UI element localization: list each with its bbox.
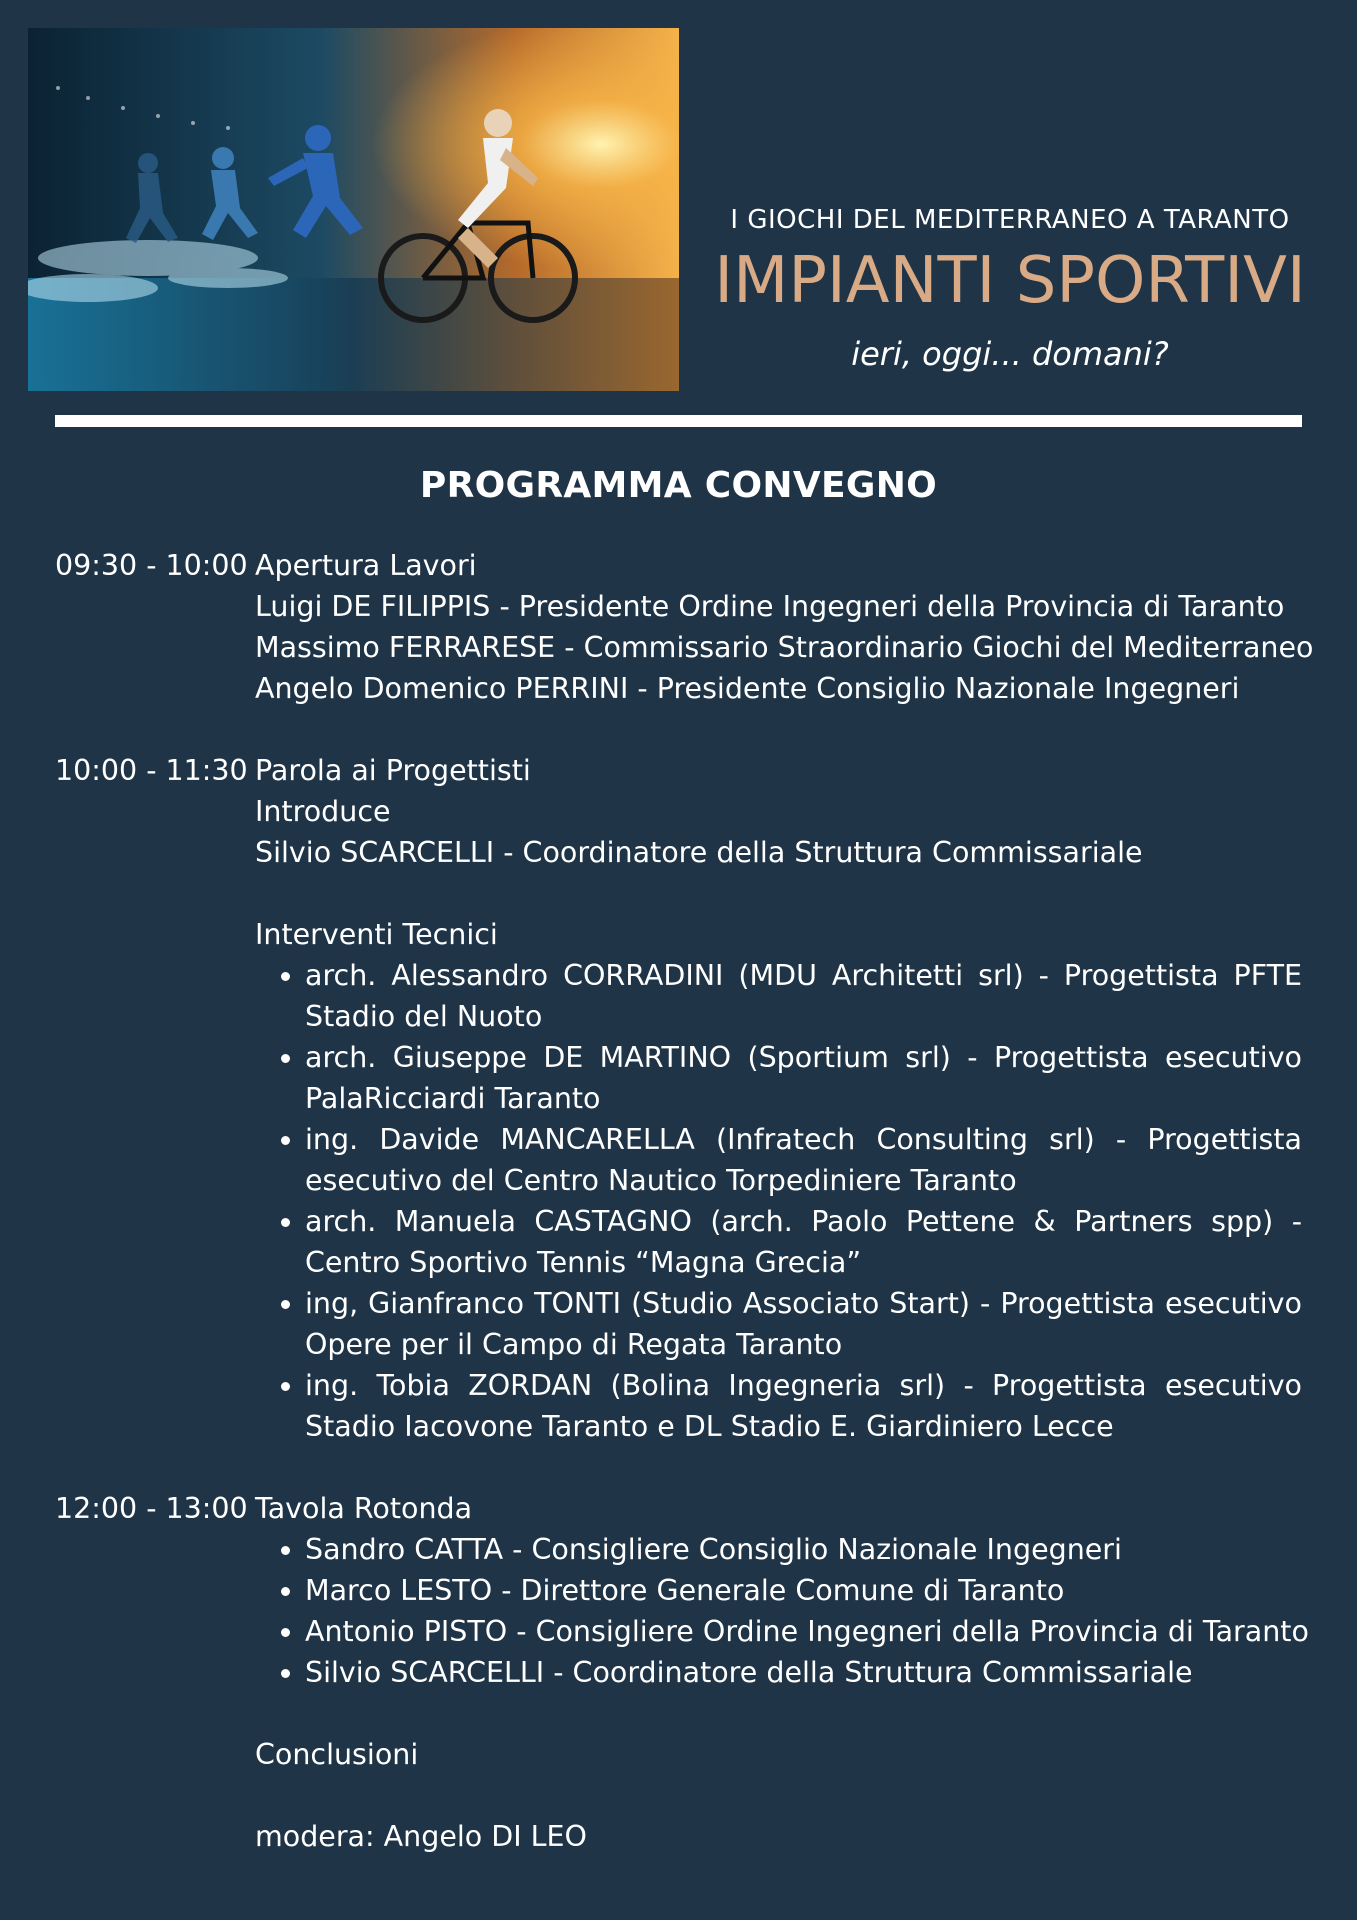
session-designers <box>55 750 1302 1447</box>
triathlon-illustration <box>28 28 679 391</box>
session-title: Apertura Lavori <box>255 549 477 582</box>
session-title: Parola ai Progettisti <box>255 754 531 787</box>
list-item: • Marco LESTO - Direttore Generale Comune di Taranto <box>305 1570 1309 1611</box>
page-title: IMPIANTI SPORTIVI <box>714 244 1306 318</box>
hero-image <box>28 28 679 391</box>
session-time: 09:30 - 10:00 <box>55 549 248 582</box>
session-content <box>255 545 1313 709</box>
speaker-line: Luigi DE FILIPPIS - Presidente Ordine Ingegneri della Provincia di Taranto <box>255 590 1285 623</box>
session-time: 10:00 - 11:30 <box>55 754 248 787</box>
technical-heading: Interventi Tecnici <box>255 918 498 951</box>
event-kicker: I GIOCHI DEL MEDITERRANEO A TARANTO <box>730 205 1290 235</box>
list-item: • arch. Alessandro CORRADINI (MDU Architetti srl) - Progettista PFTE Stadio del Nuoto <box>305 955 1302 1037</box>
speaker-line: Silvio SCARCELLI - Coordinatore della Struttura Commissariale <box>255 836 1143 869</box>
list-item: • ing. Tobia ZORDAN (Bolina Ingegneria srl) - Progettista esecutivo Stadio Iacovone Taranto e DL Stadio E. Giardiniero Lecce <box>305 1365 1302 1447</box>
conclusions-label: Conclusioni <box>255 1738 419 1771</box>
list-item: • Sandro CATTA - Consigliere Consiglio Nazionale Ingegneri <box>305 1529 1309 1570</box>
session-title: Tavola Rotonda <box>255 1492 473 1525</box>
moderator-line: modera: Angelo DI LEO <box>255 1820 587 1853</box>
list-item: • Silvio SCARCELLI - Coordinatore della Struttura Commissariale <box>305 1652 1309 1693</box>
intro-label: Introduce <box>255 795 391 828</box>
title-block <box>690 205 1330 373</box>
session-content <box>255 750 1302 1447</box>
technical-speakers-list <box>255 955 1302 1447</box>
session-round-table <box>55 1488 1309 1857</box>
session-opening <box>55 545 1314 709</box>
program-heading: PROGRAMMA CONVEGNO <box>419 465 938 506</box>
list-item: • ing, Gianfranco TONTI (Studio Associato Start) - Progettista esecutivo Opere per il Campo di Regata Taranto <box>305 1283 1302 1365</box>
program-list <box>55 545 1314 1898</box>
round-table-list <box>255 1529 1309 1693</box>
list-item: • arch. Manuela CASTAGNO (arch. Paolo Pettene & Partners spp) - Centro Sportivo Tennis “Magna Grecia” <box>305 1201 1302 1283</box>
session-content <box>255 1488 1309 1857</box>
list-item: • arch. Giuseppe DE MARTINO (Sportium srl) - Progettista esecutivo PalaRicciardi Taranto <box>305 1037 1302 1119</box>
divider <box>55 415 1302 427</box>
session-time: 12:00 - 13:00 <box>55 1492 248 1525</box>
list-item: • ing. Davide MANCARELLA (Infratech Consulting srl) - Progettista esecutivo del Centro Nautico Torpediniere Taranto <box>305 1119 1302 1201</box>
list-item: • Antonio PISTO - Consigliere Ordine Ingegneri della Provincia di Taranto <box>305 1611 1309 1652</box>
speaker-line: Massimo FERRARESE - Commissario Straordinario Giochi del Mediterraneo <box>255 631 1314 664</box>
page-subtitle: ieri, oggi... domani? <box>851 335 1169 373</box>
speaker-line: Angelo Domenico PERRINI - Presidente Consiglio Nazionale Ingegneri <box>255 672 1240 705</box>
